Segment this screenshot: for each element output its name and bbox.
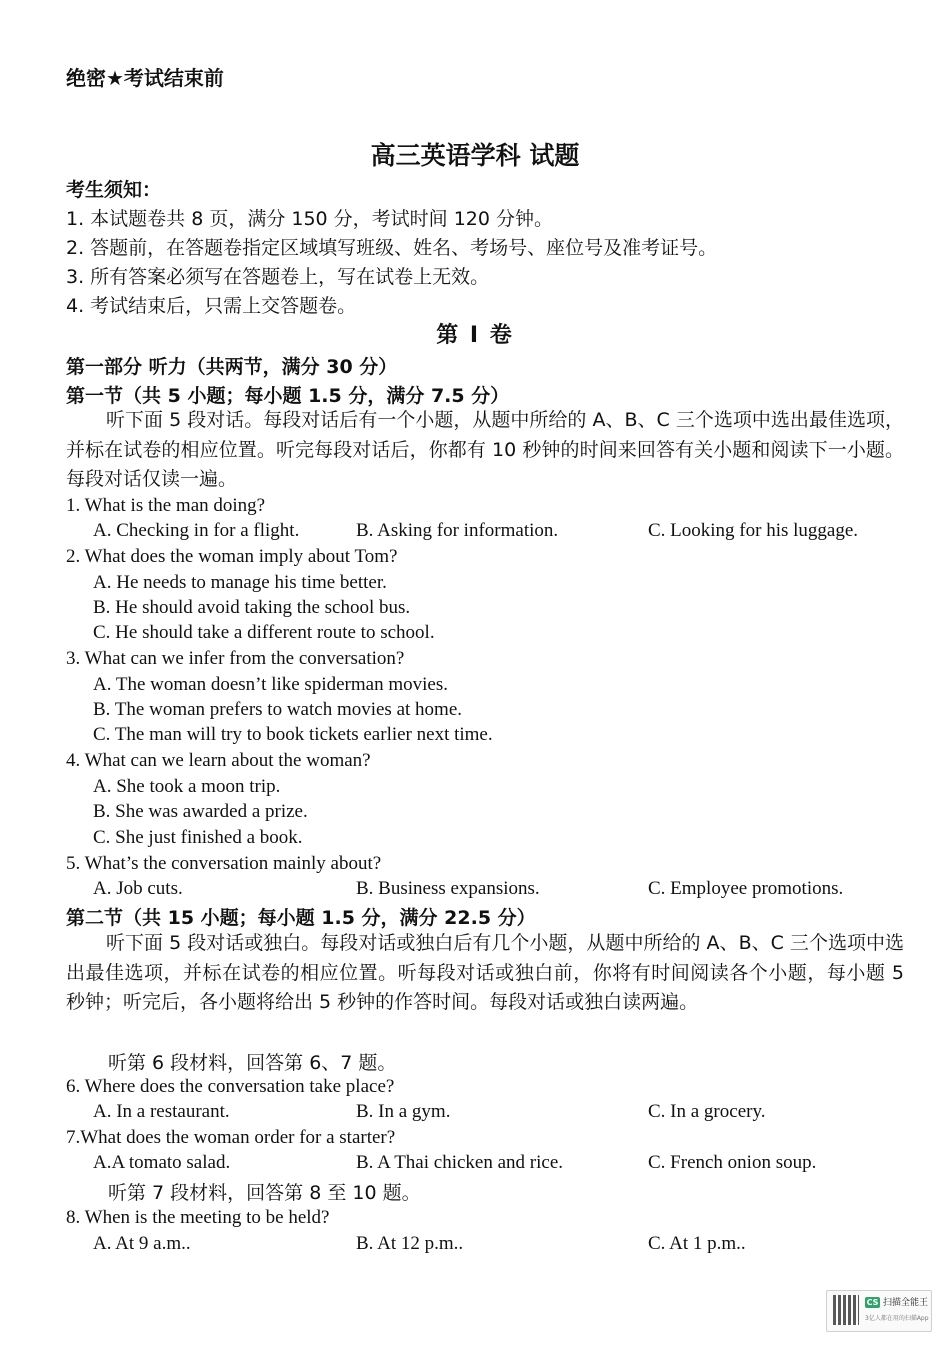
option-b: B. The woman prefers to watch movies at home. (93, 699, 462, 720)
section-instructions: 听下面 5 段对话。每段对话后有一个小题，从题中所给的 A、B、C 三个选项中选出最佳选项，并标在试卷的相应位置。听完每段对话后，你都有 10 秒钟的时间来回答有关小题和阅读下一小题。每段对话仅读一遍。 (66, 409, 904, 490)
notice-heading: 考生须知： (66, 179, 162, 201)
camscanner-logo-icon: CS (866, 1298, 879, 1307)
qr-code-icon (833, 1295, 859, 1325)
question-stem: 6. Where does the conversation take place? (66, 1076, 395, 1097)
page-title: 高三英语学科 试题 (370, 141, 580, 170)
watermark-subtitle: 3亿人都在用的扫描App (865, 1315, 929, 1322)
option-a: A. He needs to manage his time better. (93, 572, 387, 593)
option-c: C. At 1 p.m.. (648, 1233, 746, 1254)
material-instruction: 听第 6 段材料，回答第 6、7 题。 (108, 1052, 397, 1074)
notice-item: 4. 考试结束后，只需上交答题卷。 (66, 295, 357, 317)
option-b: B. He should avoid taking the school bus. (93, 597, 411, 618)
option-a: A. In a restaurant. (93, 1101, 230, 1122)
option-b: B. She was awarded a prize. (93, 801, 308, 822)
option-c: C. The man will try to book tickets earlier next time. (93, 724, 493, 745)
option-a: A. She took a moon trip. (93, 776, 281, 797)
option-a: A. The woman doesn’t like spiderman movies. (93, 674, 448, 695)
option-c: C. Employee promotions. (648, 878, 844, 899)
option-b: B. In a gym. (356, 1101, 451, 1122)
option-b: B. At 12 p.m.. (356, 1233, 464, 1254)
section-instructions: 听下面 5 段对话或独白。每段对话或独白后有几个小题，从题中所给的 A、B、C 三个选项中选出最佳选项，并标在试卷的相应位置。听每段对话或独白前，你将有时间阅读各个小题，每小题 5 秒钟；听完后，各小题将给出 5 秒钟的作答时间。每段对话或独白读两遍。 (66, 932, 904, 1013)
option-a: A.A tomato salad. (93, 1152, 231, 1173)
option-c: C. She just finished a book. (93, 827, 303, 848)
option-b: B. A Thai chicken and rice. (356, 1152, 564, 1173)
option-a: A. Checking in for a flight. (93, 520, 300, 541)
option-c: C. He should take a different route to school. (93, 622, 435, 643)
scanner-watermark (826, 1290, 932, 1332)
option-c: C. Looking for his luggage. (648, 520, 859, 541)
watermark-title: 扫描全能王 (883, 1298, 929, 1308)
section-heading: 第一节（共 5 小题；每小题 1.5 分，满分 7.5 分） (66, 385, 510, 407)
question-stem: 3. What can we infer from the conversation? (66, 648, 405, 669)
volume-heading: 第 I 卷 (436, 323, 514, 348)
question-stem: 8. When is the meeting to be held? (66, 1207, 330, 1228)
material-instruction: 听第 7 段材料，回答第 8 至 10 题。 (108, 1182, 421, 1204)
option-a: A. Job cuts. (93, 878, 183, 899)
question-stem: 5. What’s the conversation mainly about? (66, 853, 382, 874)
option-c: C. French onion soup. (648, 1152, 817, 1173)
confidential-label: 绝密★考试结束前 (66, 66, 224, 90)
option-b: B. Asking for information. (356, 520, 559, 541)
part-heading: 第一部分 听力（共两节，满分 30 分） (66, 356, 398, 378)
question-stem: 7.What does the woman order for a starter? (66, 1127, 396, 1148)
question-stem: 1. What is the man doing? (66, 495, 266, 516)
option-b: B. Business expansions. (356, 878, 540, 899)
option-a: A. At 9 a.m.. (93, 1233, 191, 1254)
question-stem: 4. What can we learn about the woman? (66, 750, 371, 771)
notice-item: 3. 所有答案必须写在答题卷上，写在试卷上无效。 (66, 266, 490, 288)
question-stem: 2. What does the woman imply about Tom? (66, 546, 398, 567)
notice-item: 1. 本试题卷共 8 页，满分 150 分，考试时间 120 分钟。 (66, 208, 554, 230)
option-c: C. In a grocery. (648, 1101, 766, 1122)
section-heading: 第二节（共 15 小题；每小题 1.5 分，满分 22.5 分） (66, 907, 536, 929)
notice-item: 2. 答题前，在答题卷指定区域填写班级、姓名、考场号、座位号及准考证号。 (66, 237, 718, 259)
